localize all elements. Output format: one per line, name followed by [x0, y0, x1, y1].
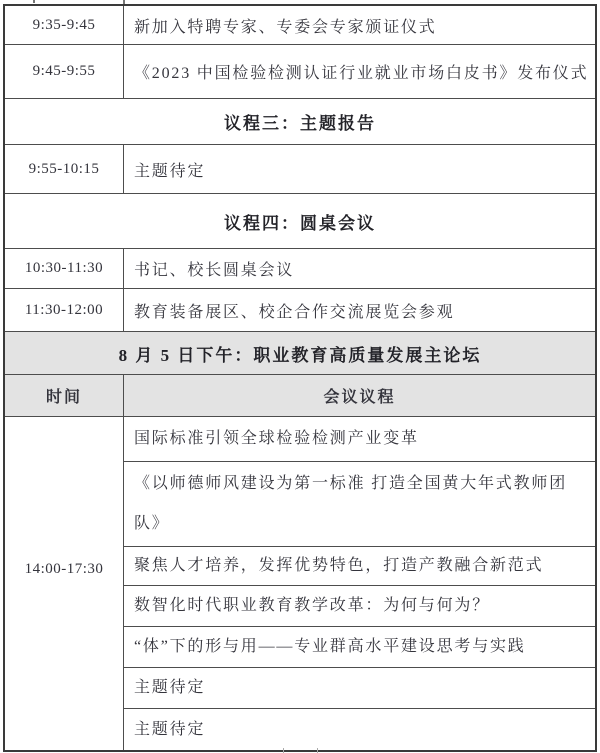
column-header-row: [5, 375, 595, 417]
time-text: 10:30-11:30: [24, 260, 104, 276]
time-cell: [5, 289, 124, 331]
agenda-item: 国际标准引领全球检验检测产业变革: [124, 417, 595, 462]
agenda-item: 主题待定: [134, 720, 206, 738]
afternoon-banner-title: 8 月 5 日下午：职业教育高质量发展主论坛: [118, 345, 482, 365]
time-cell: [5, 249, 124, 288]
agenda-item: 《以师德师风建设为第一标准 打造全国黄大年式教师团队》: [124, 462, 595, 547]
table-row: [5, 6, 595, 45]
time-text: 14:00-17:30: [24, 561, 104, 577]
agenda-cell: 书记、校长圆桌会议: [134, 262, 295, 279]
column-header-agenda: 会议议程: [323, 389, 396, 406]
table-row: [5, 45, 595, 99]
section-row-agenda3: [5, 99, 595, 145]
time-cell: [5, 145, 124, 193]
crop-artifact-line: [317, 748, 318, 753]
time-text: 11:30-12:00: [24, 301, 104, 318]
time-text: 9:45-9:55: [32, 63, 96, 79]
afternoon-agenda-list: [124, 417, 595, 750]
schedule-table: [3, 4, 597, 752]
agenda-item: 聚焦人才培养，发挥优势特色，打造产教融合新范式: [124, 547, 595, 586]
section-title: 议程三：主题报告: [224, 114, 376, 133]
time-text: 9:35-9:45: [32, 16, 96, 33]
crop-artifact-line: [33, 0, 35, 3]
section-row-agenda4: [5, 194, 595, 249]
agenda-cell: 新加入特聘专家、专委会专家颁证仪式: [134, 18, 437, 36]
table-row: [5, 145, 595, 194]
time-cell: [5, 6, 124, 44]
agenda-item: 数智化时代职业教育教学改革：为何与何为？: [124, 586, 595, 627]
time-text: 9:55-10:15: [28, 160, 100, 177]
merged-time-cell: [5, 417, 124, 750]
agenda-cell: 主题待定: [134, 162, 206, 180]
afternoon-banner-row: [5, 332, 595, 375]
table-row: [5, 289, 595, 332]
table-row: [5, 249, 595, 289]
agenda-cell: 《2023 中国检验检测认证行业就业市场白皮书》发布仪式: [134, 65, 589, 82]
time-cell: [5, 45, 124, 98]
afternoon-block-row: [5, 417, 595, 750]
agenda-cell: 教育装备展区、校企合作交流展览会参观: [134, 303, 455, 321]
agenda-item: “体”下的形与用——专业群高水平建设思考与实践: [124, 627, 595, 668]
agenda-item: 主题待定: [124, 668, 595, 709]
column-header-time: 时间: [5, 375, 124, 416]
crop-artifact-line: [283, 748, 284, 753]
section-title: 议程四：圆桌会议: [224, 213, 376, 233]
